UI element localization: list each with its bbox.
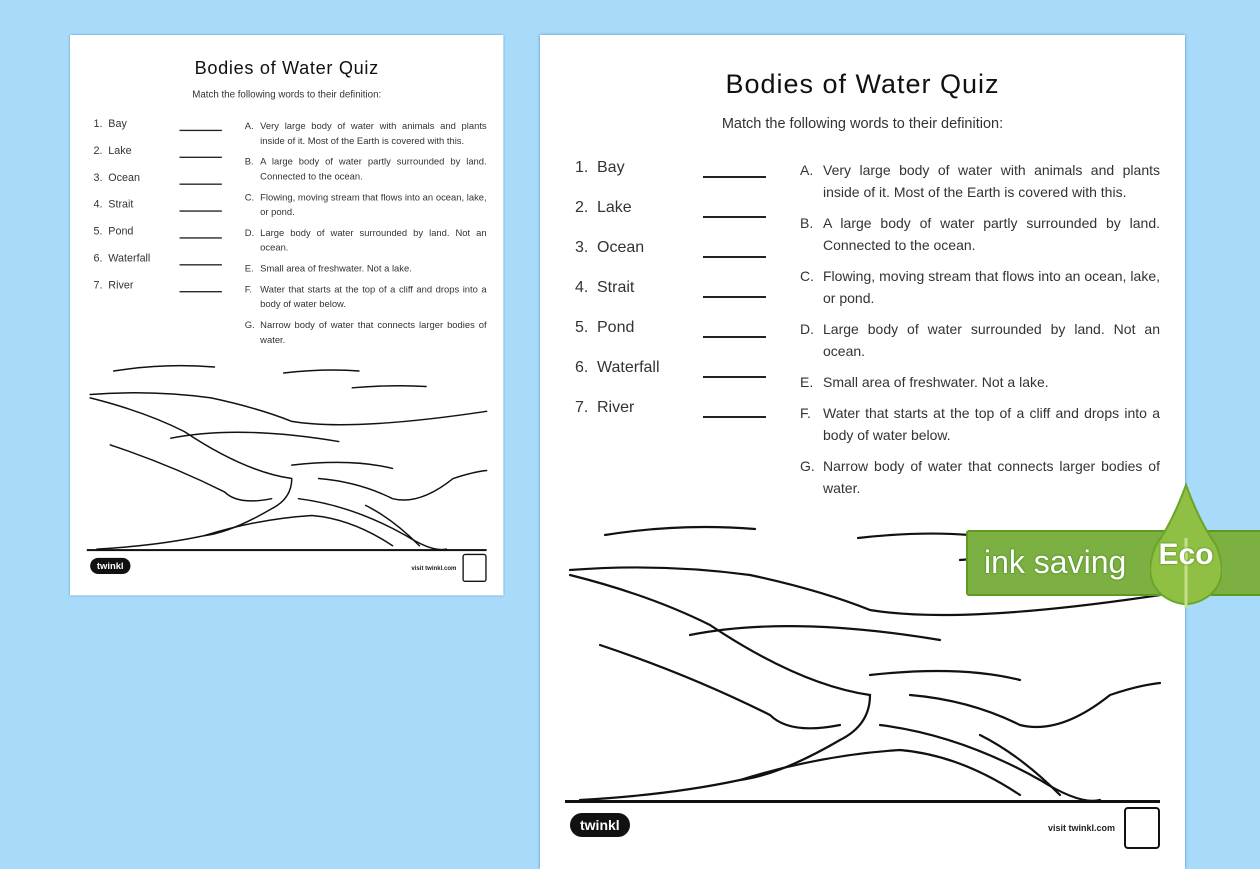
definition-text: Large body of water surrounded by land. Not an ocean. xyxy=(260,227,487,253)
word-label: Lake xyxy=(108,145,132,157)
worksheet-preview-small xyxy=(70,35,503,595)
twinkl-logo: twinkl xyxy=(570,813,630,837)
word-label: Bay xyxy=(597,159,625,176)
eco-label: Eco xyxy=(1158,538,1214,571)
worksheet-subtitle: Match the following words to their definition: xyxy=(721,116,1004,132)
definition-letter: E. xyxy=(800,374,814,390)
worksheet-preview-large xyxy=(540,35,1185,869)
word-number: 1. xyxy=(575,159,589,176)
definition-letter: C. xyxy=(800,268,814,284)
word-number: 6. xyxy=(575,359,589,376)
definition-letter: F. xyxy=(244,283,253,295)
word-label: Strait xyxy=(108,198,134,211)
worksheet-title: Bodies of Water Quiz xyxy=(194,57,379,79)
definition-letter: A. xyxy=(244,120,254,132)
word-label: Pond xyxy=(597,319,635,336)
definition-text: Flowing, moving stream that flows into an ocean, lake, or pond. xyxy=(260,191,487,218)
footer-divider xyxy=(87,549,487,551)
definition-text: Narrow body of water that connects larger bodies of water. xyxy=(823,458,1160,496)
word-label: Bay xyxy=(108,118,127,130)
definition-letter: F. xyxy=(800,405,811,421)
word-number: 7. xyxy=(575,399,589,416)
word-number: 4. xyxy=(575,279,589,296)
eco-drop-icon xyxy=(1150,483,1222,613)
word-label: River xyxy=(108,279,134,292)
footer-divider xyxy=(565,800,1160,803)
definition-letter: C. xyxy=(244,191,255,203)
visit-link: visit twinkl.com xyxy=(1047,823,1115,833)
definition-letter: G. xyxy=(244,319,255,331)
word-label: River xyxy=(597,399,635,416)
definition-text: Small area of freshwater. Not a lake. xyxy=(260,262,412,274)
definition-text: Flowing, moving stream that flows into an ocean, lake, or pond. xyxy=(823,268,1160,306)
word-label: Waterfall xyxy=(108,252,151,265)
water-landscape-illustration xyxy=(70,35,503,595)
word-label: Ocean xyxy=(108,172,140,184)
definition-letter: D. xyxy=(244,227,255,238)
twinkl-logo: twinkl xyxy=(90,558,130,574)
word-number: 2. xyxy=(93,145,103,157)
ink-saving-label: ink saving xyxy=(984,544,1127,580)
definition-letter: G. xyxy=(800,458,815,474)
definition-text: Very large body of water with animals and plants inside of it. Most of the Earth is covered with this. xyxy=(260,120,487,146)
definition-letter: D. xyxy=(800,321,814,337)
worksheet-title: Bodies of Water Quiz xyxy=(725,69,1000,99)
word-number: 1. xyxy=(93,118,103,130)
visit-link: visit twinkl.com xyxy=(411,564,457,572)
worksheet-subtitle: Match the following words to their definition: xyxy=(192,89,382,101)
word-number: 3. xyxy=(575,239,589,256)
water-landscape-illustration xyxy=(540,35,1185,869)
word-number: 5. xyxy=(575,319,589,336)
definition-text: Very large body of water with animals and plants inside of it. Most of the Earth is covered with this. xyxy=(823,162,1160,200)
word-number: 2. xyxy=(575,199,589,216)
word-label: Lake xyxy=(597,199,632,216)
definition-text: A large body of water partly surrounded by land. Connected to the ocean. xyxy=(260,155,487,182)
word-label: Waterfall xyxy=(597,359,660,376)
word-number: 6. xyxy=(93,252,103,265)
definition-text: Large body of water surrounded by land. Not an ocean. xyxy=(823,321,1160,359)
word-number: 7. xyxy=(93,279,103,292)
word-number: 4. xyxy=(93,198,103,211)
quality-badge-icon xyxy=(1124,807,1160,849)
word-number: 5. xyxy=(93,225,103,238)
definition-letter: E. xyxy=(244,262,254,274)
definition-text: A large body of water partly surrounded by land. Connected to the ocean. xyxy=(823,215,1160,253)
definition-letter: A. xyxy=(800,162,814,178)
word-label: Pond xyxy=(108,225,134,238)
word-number: 3. xyxy=(93,172,103,184)
quality-badge-icon xyxy=(462,554,486,582)
definition-letter: B. xyxy=(800,215,814,231)
word-label: Ocean xyxy=(597,239,645,256)
word-label: Strait xyxy=(597,279,635,296)
definition-text: Small area of freshwater. Not a lake. xyxy=(823,374,1049,390)
definition-text: Water that starts at the top of a cliff and drops into a body of water below. xyxy=(823,405,1160,443)
definition-letter: B. xyxy=(244,155,254,167)
definition-text: Water that starts at the top of a cliff and drops into a body of water below. xyxy=(260,283,487,310)
definition-text: Narrow body of water that connects larger bodies of water. xyxy=(260,319,487,345)
